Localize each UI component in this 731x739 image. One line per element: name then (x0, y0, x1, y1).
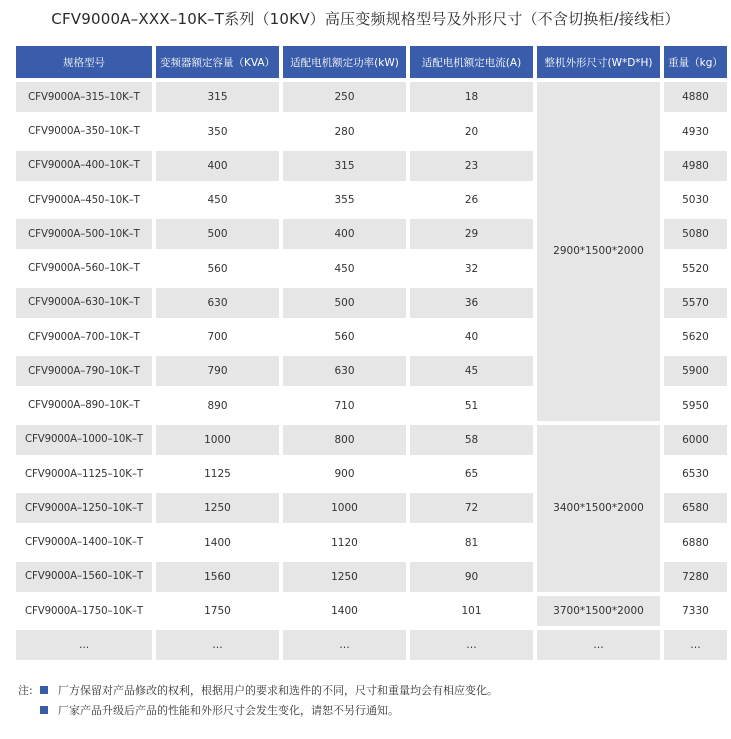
notes (18, 680, 498, 720)
table-cell-kw: 1120 (283, 528, 406, 558)
table-cell-model: CFV9000A–630–10K–T (16, 288, 152, 318)
table-cell-weight: 5570 (664, 288, 727, 318)
table-cell-kva: 1400 (156, 528, 279, 558)
header-amp: 适配电机额定电流(A) (410, 46, 533, 78)
spec-table (16, 46, 727, 660)
table-cell-weight: 5080 (664, 219, 727, 249)
note-text: 厂家产品升级后产品的性能和外形尺寸会发生变化，请恕不另行通知。 (58, 704, 399, 717)
table-cell-amp: … (410, 630, 533, 660)
table-cell-kw: 355 (283, 185, 406, 215)
table-cell-weight: 4880 (664, 82, 727, 112)
table-cell-model: CFV9000A–1125–10K–T (16, 459, 152, 489)
table-cell-amp: 29 (410, 219, 533, 249)
table-cell-weight: 7330 (664, 596, 727, 626)
table-cell-kva: 450 (156, 185, 279, 215)
table-cell-kw: 315 (283, 151, 406, 181)
table-cell-weight: 7280 (664, 562, 727, 592)
note-text: 厂方保留对产品修改的权利，根据用户的要求和选件的不同，尺寸和重量均会有相应变化。 (58, 684, 498, 697)
table-cell-kw: 560 (283, 322, 406, 352)
table-cell-kva: … (156, 630, 279, 660)
table-cell-kw: 280 (283, 117, 406, 147)
table-cell-weight: 4930 (664, 117, 727, 147)
table-cell-kva: 500 (156, 219, 279, 249)
table-cell-kw: 500 (283, 288, 406, 318)
header-kw: 适配电机额定功率(kW) (283, 46, 406, 78)
notes-prefix: 注: (18, 684, 33, 697)
table-cell-model: CFV9000A–790–10K–T (16, 356, 152, 386)
table-cell-model: CFV9000A–1750–10K–T (16, 596, 152, 626)
table-cell-kva: 315 (156, 82, 279, 112)
table-cell-kw: 400 (283, 219, 406, 249)
table-cell-amp: 72 (410, 493, 533, 523)
page-title: CFV9000A–XXX–10K–T系列（10KV）高压变频规格型号及外形尺寸（不含切换柜/接线柜） (51, 10, 680, 28)
header-model: 规格型号 (16, 46, 152, 78)
table-cell-size: … (537, 630, 660, 660)
table-cell-size: 3700*1500*2000 (537, 596, 660, 626)
table-cell-amp: 32 (410, 254, 533, 284)
table-cell-amp: 40 (410, 322, 533, 352)
table-cell-model: CFV9000A–350–10K–T (16, 117, 152, 147)
table-cell-kw: 800 (283, 425, 406, 455)
table-cell-weight: 5520 (664, 254, 727, 284)
table-cell-kw: 900 (283, 459, 406, 489)
table-cell-amp: 90 (410, 562, 533, 592)
table-cell-weight: 4980 (664, 151, 727, 181)
table-cell-kw: 450 (283, 254, 406, 284)
table-cell-model: CFV9000A–1000–10K–T (16, 425, 152, 455)
table-cell-model: CFV9000A–1250–10K–T (16, 493, 152, 523)
header-size: 整机外形尺寸(W*D*H) (537, 46, 660, 78)
table-cell-kw: 250 (283, 82, 406, 112)
table-cell-kva: 400 (156, 151, 279, 181)
table-cell-weight: 6880 (664, 528, 727, 558)
table-cell-kva: 790 (156, 356, 279, 386)
table-cell-kw: 1400 (283, 596, 406, 626)
table-cell-size: 2900*1500*2000 (537, 82, 660, 420)
table-cell-model: CFV9000A–315–10K–T (16, 82, 152, 112)
table-cell-kva: 890 (156, 391, 279, 421)
table-cell-amp: 81 (410, 528, 533, 558)
header-weight: 重量（kg） (664, 46, 727, 78)
table-cell-weight: 6530 (664, 459, 727, 489)
table-cell-weight: 5900 (664, 356, 727, 386)
table-cell-kva: 1250 (156, 493, 279, 523)
table-cell-amp: 51 (410, 391, 533, 421)
table-cell-weight: 5950 (664, 391, 727, 421)
table-cell-model: … (16, 630, 152, 660)
table-cell-weight: 6000 (664, 425, 727, 455)
table-cell-kw: 1250 (283, 562, 406, 592)
table-cell-amp: 20 (410, 117, 533, 147)
table-cell-model: CFV9000A–1400–10K–T (16, 528, 152, 558)
table-cell-model: CFV9000A–560–10K–T (16, 254, 152, 284)
table-cell-kva: 1000 (156, 425, 279, 455)
table-cell-kw: 1000 (283, 493, 406, 523)
table-cell-amp: 101 (410, 596, 533, 626)
table-cell-weight: … (664, 630, 727, 660)
table-cell-model: CFV9000A–500–10K–T (16, 219, 152, 249)
table-cell-kva: 1560 (156, 562, 279, 592)
table-cell-kw: 630 (283, 356, 406, 386)
table-cell-amp: 65 (410, 459, 533, 489)
table-cell-amp: 36 (410, 288, 533, 318)
table-cell-kva: 700 (156, 322, 279, 352)
header-kva: 变频器额定容量（KVA） (156, 46, 279, 78)
table-cell-kva: 1125 (156, 459, 279, 489)
table-cell-kva: 350 (156, 117, 279, 147)
table-cell-size: 3400*1500*2000 (537, 425, 660, 592)
table-cell-kva: 560 (156, 254, 279, 284)
table-cell-amp: 58 (410, 425, 533, 455)
table-cell-amp: 18 (410, 82, 533, 112)
table-cell-amp: 26 (410, 185, 533, 215)
square-bullet-icon (40, 686, 48, 694)
table-cell-model: CFV9000A–450–10K–T (16, 185, 152, 215)
table-cell-kw: 710 (283, 391, 406, 421)
table-cell-kw: … (283, 630, 406, 660)
table-cell-weight: 6580 (664, 493, 727, 523)
table-cell-amp: 45 (410, 356, 533, 386)
table-cell-kva: 630 (156, 288, 279, 318)
square-bullet-icon (40, 706, 48, 714)
table-cell-weight: 5620 (664, 322, 727, 352)
table-cell-weight: 5030 (664, 185, 727, 215)
table-cell-model: CFV9000A–890–10K–T (16, 391, 152, 421)
table-cell-kva: 1750 (156, 596, 279, 626)
table-cell-amp: 23 (410, 151, 533, 181)
table-cell-model: CFV9000A–1560–10K–T (16, 562, 152, 592)
table-cell-model: CFV9000A–700–10K–T (16, 322, 152, 352)
table-cell-model: CFV9000A–400–10K–T (16, 151, 152, 181)
